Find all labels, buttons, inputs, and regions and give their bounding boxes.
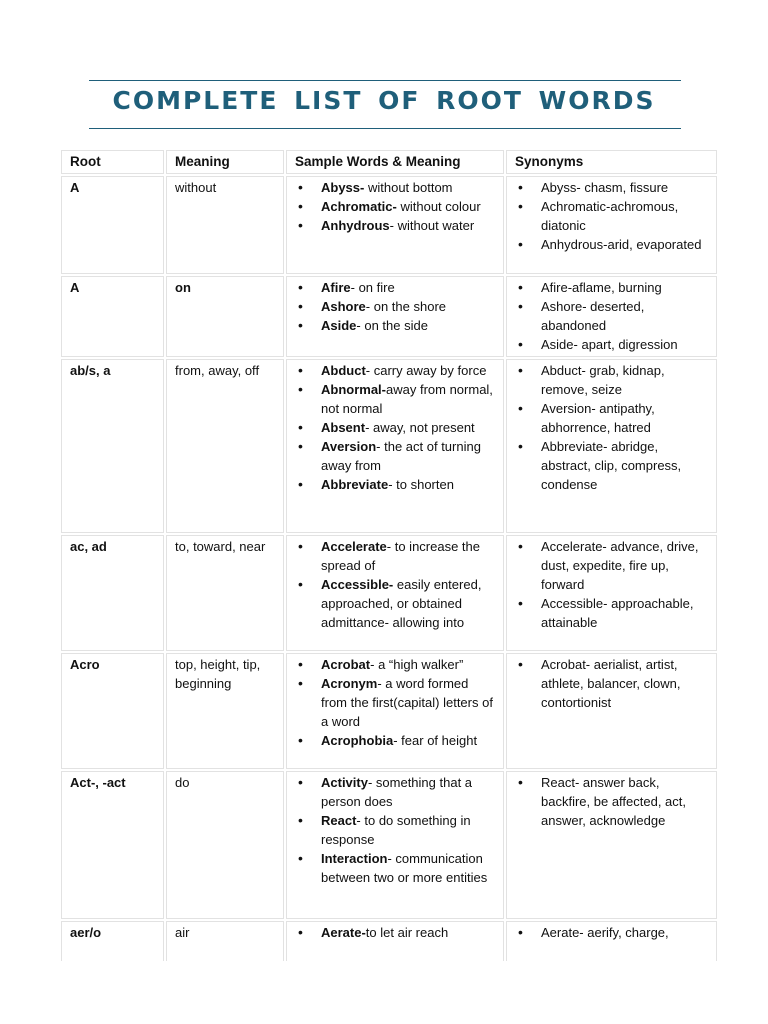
synonyms-list — [515, 923, 708, 942]
sample-definition: - fear of height — [393, 733, 478, 748]
list-item: • React- answer back, backfire, be affected, act, answer, acknowledge — [541, 773, 708, 830]
samples-cell — [286, 176, 504, 274]
list-item — [321, 418, 495, 437]
synonyms-list — [515, 278, 708, 354]
sample-word: Abduct — [321, 363, 366, 378]
synonyms-cell — [506, 771, 717, 919]
title-rule-bottom — [89, 128, 681, 129]
list-item: • Accessible- approachable, attainable — [541, 594, 708, 632]
sample-definition: - away, not present — [365, 420, 475, 435]
list-item — [321, 849, 495, 887]
list-item: • Accelerate- advance, drive, dust, expedite, fire up, forward — [541, 537, 708, 594]
root-cell: aer/o — [61, 921, 164, 961]
list-item — [321, 361, 495, 380]
synonyms-list — [515, 537, 708, 632]
samples-cell — [286, 359, 504, 533]
synonyms-cell — [506, 653, 717, 769]
sample-definition: - on the side — [356, 318, 428, 333]
samples-list — [295, 655, 495, 750]
list-item — [321, 216, 495, 235]
sample-word: Achromatic- — [321, 199, 397, 214]
root-cell: ac, ad — [61, 535, 164, 651]
sample-word: Ashore — [321, 299, 366, 314]
sample-word: Aside — [321, 318, 357, 333]
sample-word: Accelerate — [321, 539, 387, 554]
sample-definition: - a word formed from the first(capital) letters of a word — [321, 676, 493, 729]
page-title: COMPLETE LIST OF ROOT WORDS — [112, 86, 656, 115]
sample-definition: - the act of turning away from — [321, 439, 481, 473]
list-item — [321, 731, 495, 750]
sample-word: Afire — [321, 280, 351, 295]
sample-word: Interaction — [321, 851, 388, 866]
sample-definition: - without water — [389, 218, 475, 233]
samples-list — [295, 923, 495, 942]
samples-list — [295, 773, 495, 887]
sample-definition: - to do something in response — [321, 813, 471, 847]
sample-word: Acrobat — [321, 657, 371, 672]
header-sample-words: Sample Words & Meaning — [286, 150, 504, 174]
sample-definition: without bottom — [364, 180, 453, 195]
sample-word: Aerate- — [321, 925, 366, 940]
list-item — [321, 811, 495, 849]
list-item: • Abbreviate- abridge, abstract, clip, compress, condense — [541, 437, 708, 494]
list-item — [321, 655, 495, 674]
sample-word: Anhydrous — [321, 218, 390, 233]
sample-word: Abyss- — [321, 180, 365, 195]
sample-definition: - on the shore — [365, 299, 447, 314]
list-item — [321, 197, 495, 216]
meaning-cell: top, height, tip, beginning — [166, 653, 284, 769]
header-root: Root — [61, 150, 164, 174]
list-item: • Aside- apart, digression — [541, 335, 708, 354]
sample-word: Acrophobia — [321, 733, 394, 748]
table-row — [61, 535, 717, 651]
sample-definition: - carry away by force — [365, 363, 487, 378]
table-row — [61, 359, 717, 533]
list-item: • Afire-aflame, burning — [541, 278, 708, 297]
list-item: • Achromatic-achromous, diatonic — [541, 197, 708, 235]
synonyms-cell — [506, 176, 717, 274]
table-row — [61, 653, 717, 769]
sample-word: Abbreviate — [321, 477, 389, 492]
sample-definition: easily entered, approached, or obtained admittance- allowing into — [321, 577, 482, 630]
list-item: • Aerate- aerify, charge, — [541, 923, 708, 942]
meaning-cell: do — [166, 771, 284, 919]
root-cell: Act-, -act — [61, 771, 164, 919]
meaning-cell: without — [166, 176, 284, 274]
list-item — [321, 178, 495, 197]
sample-word: Acronym — [321, 676, 378, 691]
synonyms-list — [515, 178, 708, 254]
root-cell: A — [61, 176, 164, 274]
list-item — [321, 278, 495, 297]
sample-definition: - on fire — [350, 280, 395, 295]
samples-cell — [286, 771, 504, 919]
sample-definition: away from normal, not normal — [321, 382, 493, 416]
sample-word: Abnormal- — [321, 382, 386, 397]
meaning-cell: to, toward, near — [166, 535, 284, 651]
list-item — [321, 674, 495, 731]
list-item: • Acrobat- aerialist, artist, athlete, balancer, clown, contortionist — [541, 655, 708, 712]
sample-word: Absent — [321, 420, 366, 435]
list-item: • Ashore- deserted, abandoned — [541, 297, 708, 335]
list-item — [321, 923, 495, 942]
sample-definition: - to increase the spread of — [321, 539, 480, 573]
table-row — [61, 276, 717, 357]
table-row — [61, 176, 717, 274]
root-cell: ab/s, a — [61, 359, 164, 533]
list-item — [321, 575, 495, 632]
synonyms-list — [515, 655, 708, 712]
synonyms-cell — [506, 276, 717, 357]
list-item — [321, 297, 495, 316]
root-cell: A — [61, 276, 164, 357]
synonyms-cell — [506, 535, 717, 651]
synonyms-list — [515, 773, 708, 830]
list-item — [321, 316, 495, 335]
samples-list — [295, 178, 495, 235]
list-item: • Anhydrous-arid, evaporated — [541, 235, 708, 254]
synonyms-cell — [506, 921, 717, 961]
table-header-row — [61, 150, 717, 174]
samples-cell — [286, 653, 504, 769]
samples-list — [295, 361, 495, 494]
list-item — [321, 475, 495, 494]
list-item — [321, 437, 495, 475]
sample-definition: to let air reach — [365, 925, 449, 940]
table-row — [61, 771, 717, 919]
samples-list — [295, 537, 495, 632]
meaning-cell: from, away, off — [166, 359, 284, 533]
sample-definition: - communication between two or more entities — [321, 851, 488, 885]
sample-definition: - a “high walker” — [370, 657, 464, 672]
header-synonyms: Synonyms — [506, 150, 717, 174]
samples-cell — [286, 535, 504, 651]
meaning-cell: on — [166, 276, 284, 357]
sample-definition: without colour — [396, 199, 481, 214]
header-meaning: Meaning — [166, 150, 284, 174]
sample-definition: - to shorten — [388, 477, 454, 492]
table-row — [61, 921, 717, 961]
root-words-table — [59, 148, 719, 963]
list-item: • Aversion- antipathy, abhorrence, hatred — [541, 399, 708, 437]
samples-list — [295, 278, 495, 335]
list-item — [321, 773, 495, 811]
sample-word: Accessible- — [321, 577, 394, 592]
synonyms-cell — [506, 359, 717, 533]
sample-word: Aversion — [321, 439, 377, 454]
sample-word: Activity — [321, 775, 368, 790]
samples-cell — [286, 276, 504, 357]
list-item: • Abyss- chasm, fissure — [541, 178, 708, 197]
list-item: • Abduct- grab, kidnap, remove, seize — [541, 361, 708, 399]
sample-word: React — [321, 813, 357, 828]
synonyms-list — [515, 361, 708, 494]
meaning-cell: air — [166, 921, 284, 961]
title-rule-top — [89, 80, 681, 81]
list-item — [321, 537, 495, 575]
root-cell: Acro — [61, 653, 164, 769]
list-item — [321, 380, 495, 418]
samples-cell — [286, 921, 504, 961]
sample-definition: - something that a person does — [321, 775, 473, 809]
